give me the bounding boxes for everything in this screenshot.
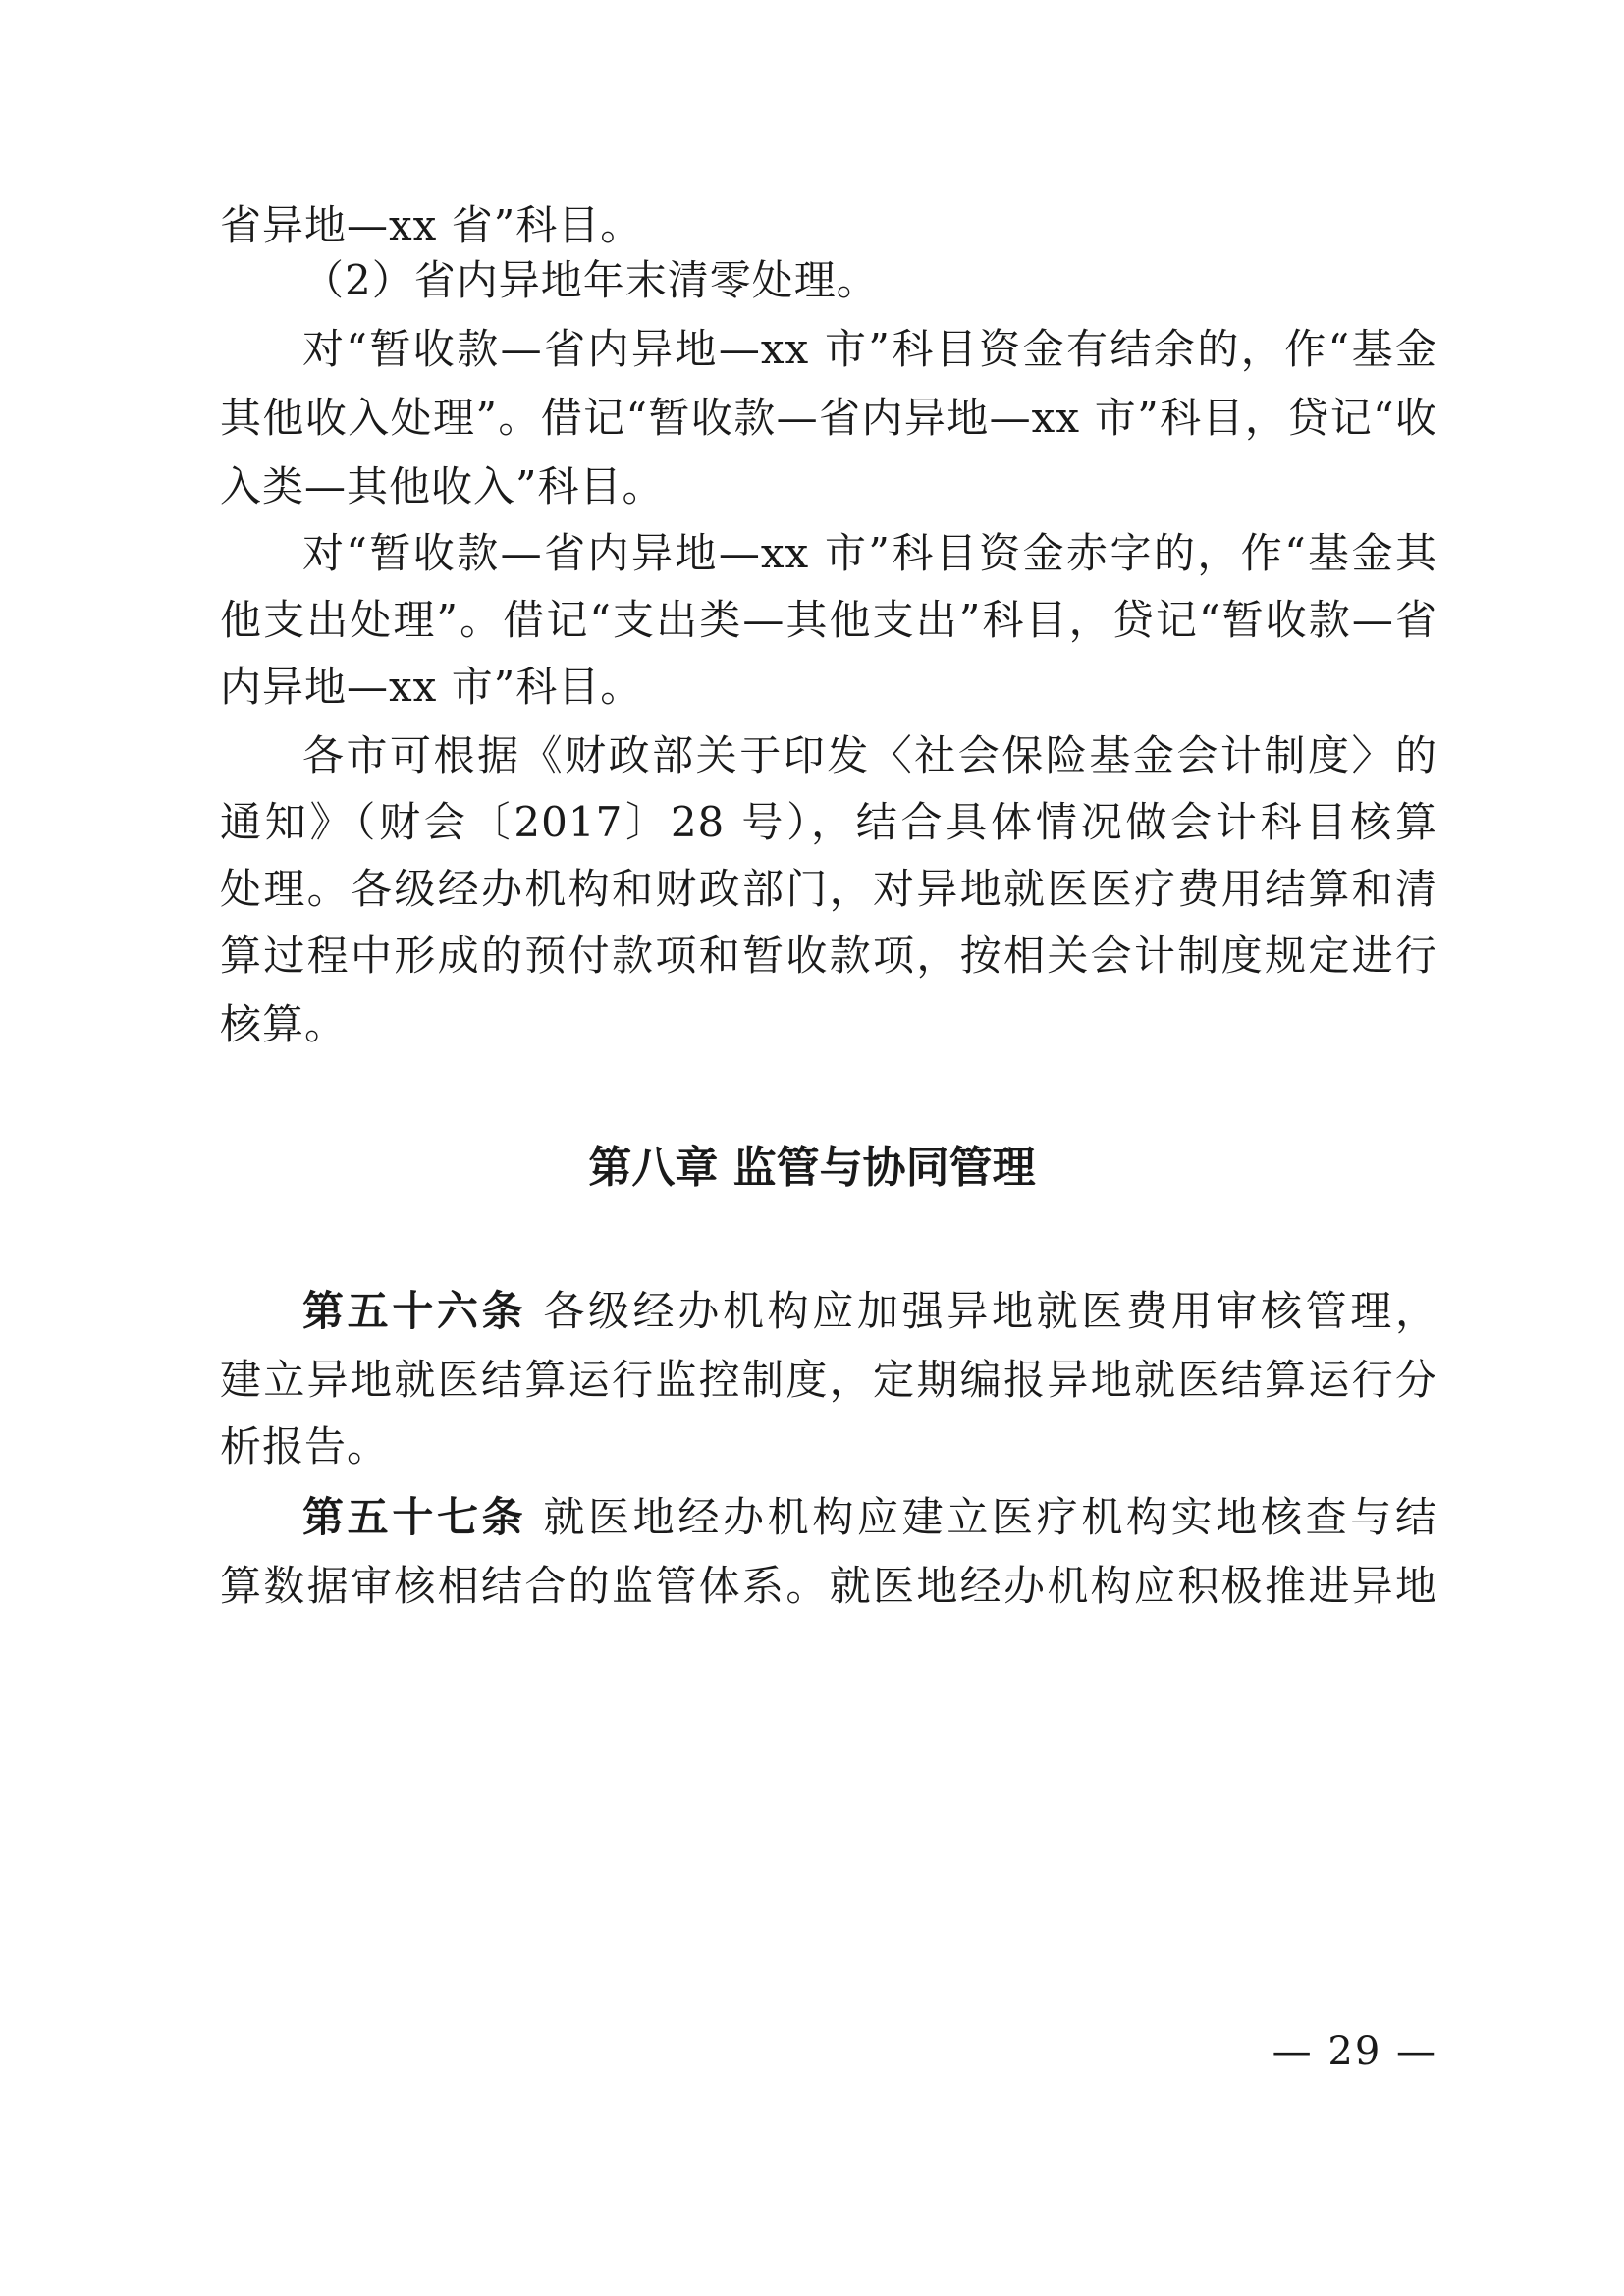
article-line: 析报告。 bbox=[220, 1422, 390, 1470]
paragraph-line: 内异地—xx 市”科目。 bbox=[220, 663, 643, 711]
paragraph-line: 核算。 bbox=[220, 1000, 348, 1048]
article-text: 各级经办机构应加强异地就医费用审核管理， bbox=[543, 1287, 1437, 1335]
paragraph-line: 处理。各级经办机构和财政部门，对异地就医医疗费用结算和清 bbox=[220, 865, 1437, 913]
chapter-heading: 第八章 监管与协同管理 bbox=[588, 1143, 1036, 1193]
article-text: 就医地经办机构应建立医疗机构实地核查与结 bbox=[543, 1493, 1437, 1541]
article-line bbox=[302, 1282, 1437, 1341]
paragraph-line: 他支出处理”。借记“支出类—其他支出”科目，贷记“暂收款—省 bbox=[220, 596, 1437, 644]
paragraph-line: 其他收入处理”。借记“暂收款—省内异地—xx 市”科目，贷记“收 bbox=[220, 394, 1437, 442]
article-label: 第五十七条 bbox=[302, 1493, 527, 1541]
article-line: 建立异地就医结算运行监控制度，定期编报异地就医结算运行分 bbox=[220, 1356, 1437, 1404]
page-number: — 29 — bbox=[1272, 2029, 1437, 2074]
paragraph-line: （2）省内异地年末清零处理。 bbox=[302, 256, 879, 304]
paragraph-line: 各市可根据《财政部关于印发〈社会保险基金会计制度〉的 bbox=[302, 731, 1437, 779]
paragraph-line: 入类—其他收入”科目。 bbox=[220, 462, 665, 510]
article-line: 算数据审核相结合的监管体系。就医地经办机构应积极推进异地 bbox=[220, 1562, 1437, 1610]
paragraph-line: 算过程中形成的预付款项和暂收款项，按相关会计制度规定进行 bbox=[220, 932, 1437, 980]
article-label: 第五十六条 bbox=[302, 1287, 527, 1335]
paragraph-line: 对“暂收款—省内异地—xx 市”科目资金赤字的，作“基金其 bbox=[302, 529, 1437, 577]
paragraph-line: 通知》（财会〔2017〕28 号），结合具体情况做会计科目核算 bbox=[220, 798, 1437, 846]
paragraph-line: 省异地—xx 省”科目。 bbox=[220, 201, 643, 249]
paragraph-line: 对“暂收款—省内异地—xx 市”科目资金有结余的，作“基金 bbox=[302, 325, 1437, 373]
article-line bbox=[302, 1488, 1437, 1547]
